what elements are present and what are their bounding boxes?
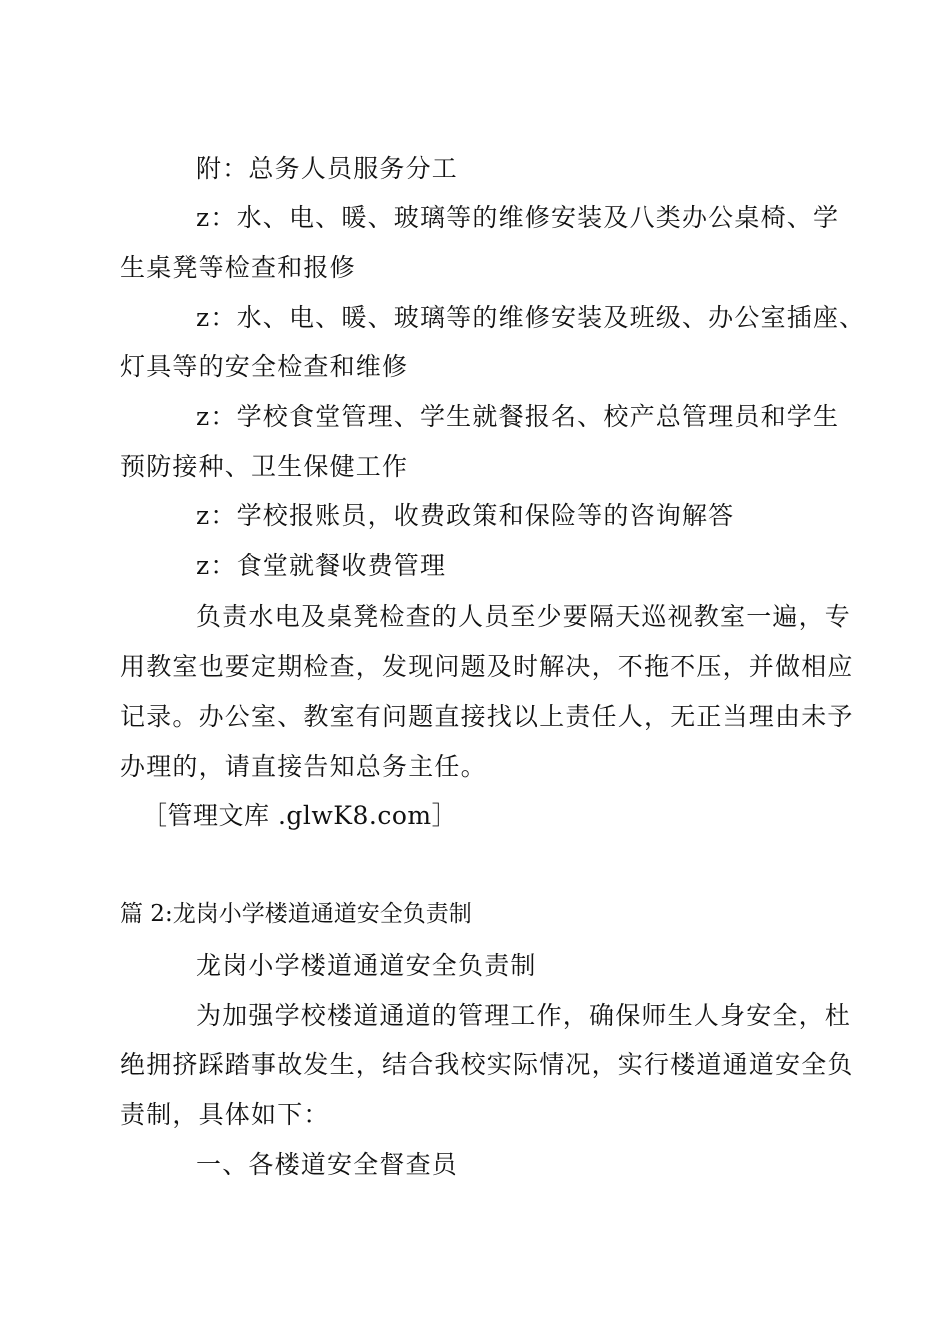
intro-paragraph-line-3: 责制，具体如下： [120, 1100, 330, 1129]
duty-item-4: z：学校报账员，收费政策和保险等的咨询解答 [196, 501, 735, 530]
inspection-paragraph-line-2: 用教室也要定期检查，发现问题及时解决，不拖不压，并做相应 [120, 652, 854, 681]
inspection-paragraph-line-1: 负责水电及桌凳检查的人员至少要隔天巡视教室一遍，专 [196, 602, 852, 631]
inspection-paragraph-line-4: 办理的，请直接告知总务主任。 [120, 752, 487, 781]
duty-item-2-line-2: 灯具等的安全检查和维修 [120, 352, 409, 381]
duty-item-5: z：食堂就餐收费管理 [196, 551, 447, 580]
duty-item-1-line-1: z：水、电、暖、玻璃等的维修安装及八类办公桌椅、学 [196, 203, 840, 232]
duty-item-1-line-2: 生桌凳等检查和报修 [120, 253, 356, 282]
appendix-title: 附：总务人员服务分工 [196, 154, 459, 183]
duty-item-3-line-1: z：学校食堂管理、学生就餐报名、校产总管理员和学生 [196, 402, 840, 431]
article-title: 龙岗小学楼道通道安全负责制 [196, 951, 537, 980]
intro-paragraph-line-1: 为加强学校楼道通道的管理工作，确保师生人身安全，杜 [196, 1001, 852, 1030]
duty-item-2-line-1: z：水、电、暖、玻璃等的维修安装及班级、办公室插座、 [196, 303, 866, 332]
article-heading: 篇 2:龙岗小学楼道通道安全负责制 [120, 901, 472, 927]
inspection-paragraph-line-3: 记录。办公室、教室有问题直接找以上责任人，无正当理由未予 [120, 702, 854, 731]
intro-paragraph-line-2: 绝拥挤踩踏事故发生，结合我校实际情况，实行楼道通道安全负 [120, 1050, 854, 1079]
section-heading-1: 一、各楼道安全督查员 [196, 1150, 459, 1179]
source-note: ［管理文库 .glwK8.com］ [142, 801, 458, 830]
duty-item-3-line-2: 预防接种、卫生保健工作 [120, 452, 409, 481]
